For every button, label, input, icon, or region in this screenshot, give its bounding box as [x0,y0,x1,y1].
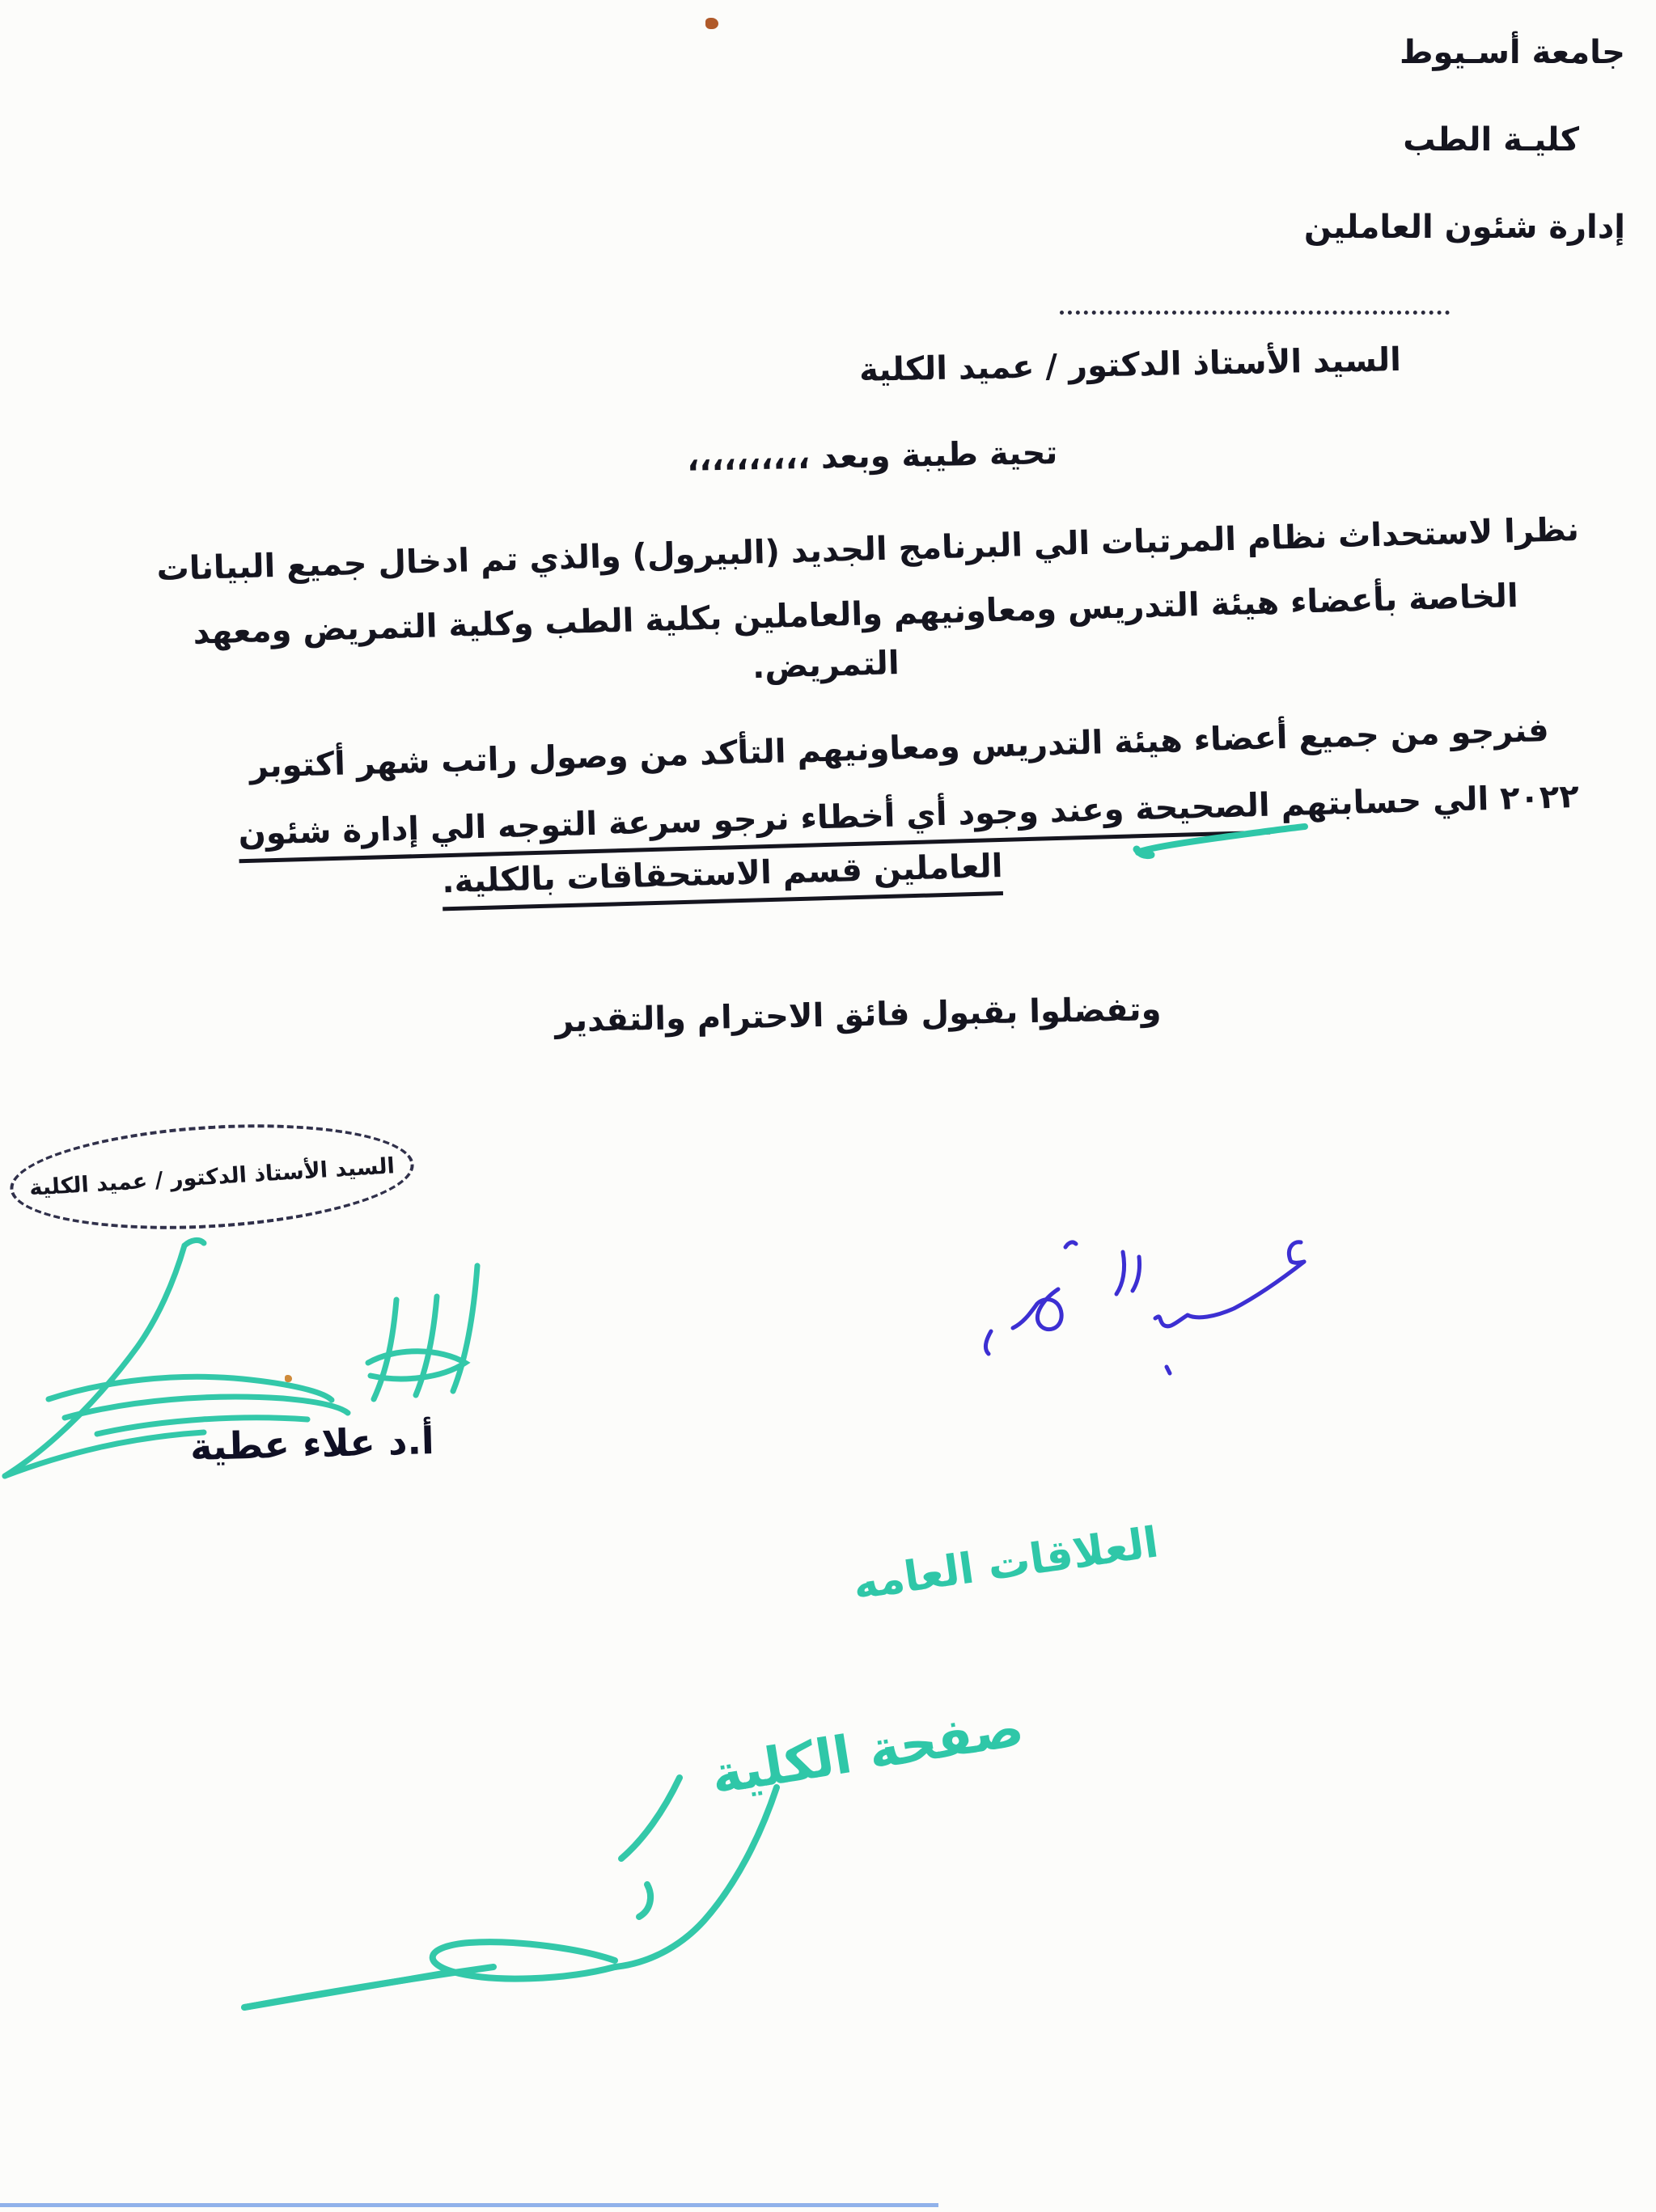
body-p2-line2 [238,778,1579,852]
body-p1-line3: التمريض. [752,645,900,687]
body-p1-line1: نظرا لاستحداث نظام المرتبات الي البرنامج الجديد (البيرول) والذي تم ادخال جميع البيانات [156,511,1580,589]
closing-line: وتفضلوا بقبول فائق الاحترام والتقدير [554,991,1162,1040]
teal-signature-flourish [227,1763,955,2054]
letterhead-department: إدارة شئون العاملين [1303,209,1625,246]
greeting-line: تحية طيبة وبعد ،،،،،،،،،، [686,434,1058,479]
body-p2-line2-underlined: الصحيحة وعند وجود أي أخطاء نرجو سرعة التوجه الي إدارة شئون [238,787,1271,864]
teal-check-stroke [1129,817,1315,865]
addressee-line: السيد الأستاذ الدكتور / عميد الكلية [858,341,1402,389]
scan-edge-line [0,2203,938,2207]
oval-stamp-label: السيد الأستاذ الدكتور / عميد الكلية [28,1153,396,1201]
dean-name: أ.د علاء عطية [189,1419,435,1469]
blue-handwriting-annotation [955,1221,1367,1375]
handwritten-note-public-relations: العلاقات العامه [849,1518,1162,1609]
letterhead-faculty: كليـة الطب [1403,121,1579,159]
dotted-separator [1060,285,1450,315]
body-p2-line2-plain: ٢٠٢٢ الي حسابتهم [1269,778,1580,824]
oval-stamp [7,1114,417,1240]
letterhead-university: جامعة أسـيوط [1399,34,1625,71]
handwritten-note-faculty-page: صفحة الكلية [707,1698,1028,1807]
body-p2-line1: فنرجو من جميع أعضاء هيئة التدريس ومعاونيهم التأكد من وصول راتب شهر أكتوبر [249,712,1550,785]
ink-speck [705,18,718,29]
body-p1-line2: الخاصة بأعضاء هيئة التدريس ومعاونيهم والعاملين بكلية الطب وكلية التمريض ومعهد [193,577,1519,652]
body-p2-line3-underlined: العاملين قسم الاستحقاقات بالكلية. [441,848,1003,911]
body-p2-line3 [441,848,1002,900]
